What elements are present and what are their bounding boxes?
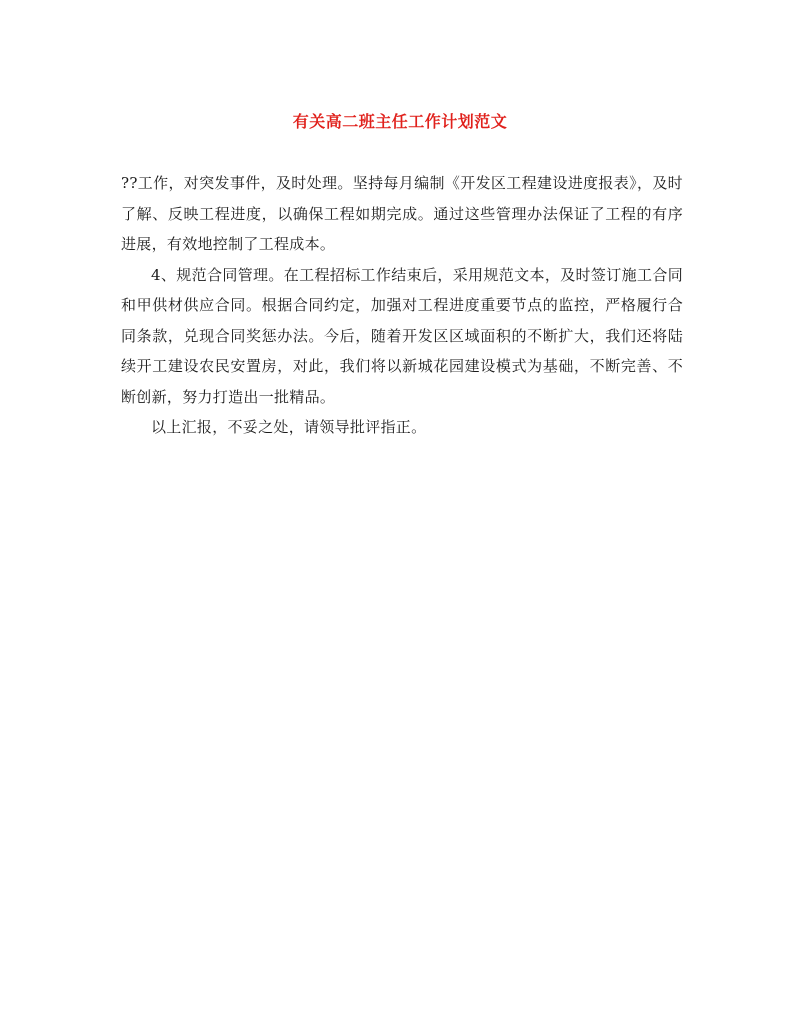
paragraph-continuation: ??工作，对突发事件，及时处理。坚持每月编制《开发区工程建设进度报表》，及时了解、反映工程进度，以确保工程如期完成。通过这些管理办法保证了工程的有序进展，有效地控制了工程成本。 — [121, 174, 683, 253]
paragraph-contract-management: 4、规范合同管理。在工程招标工作结束后，采用规范文本，及时签订施工合同和甲供材供应合同。根据合同约定，加强对工程进度重要节点的监控，严格履行合同条款，兑现合同奖惩办法。今后，随着开发区区域面积的不断扩大，我们还将陆续开工建设农民安置房，对此，我们将以新城花园建设模式为基础，不断完善、不断创新，努力打造出一批精品。 — [121, 265, 683, 406]
document-title: 有关高二班主任工作计划范文 — [292, 112, 508, 131]
paragraph-closing: 以上汇报，不妥之处，请领导批评指正。 — [151, 418, 427, 436]
document-body — [121, 168, 683, 443]
